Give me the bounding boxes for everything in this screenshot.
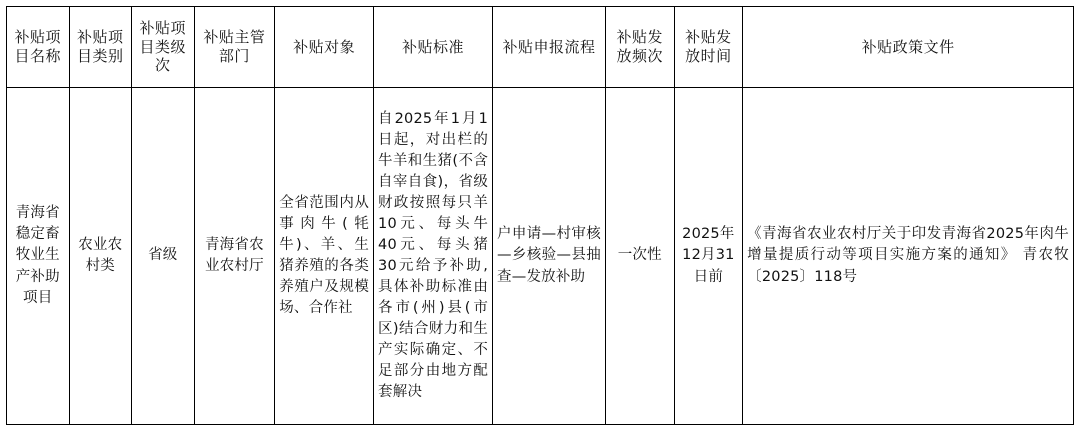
column-header-standard: 补贴标准 [374, 7, 493, 88]
column-header-time: 补贴发放时间 [674, 7, 743, 88]
cell-project-name: 青海省稳定畜牧业生产补助项目 [7, 88, 70, 425]
column-header-object: 补贴对象 [275, 7, 374, 88]
table-row [7, 88, 1074, 425]
table-body [7, 88, 1074, 425]
cell-subsidy-standard: 自2025年1月1日起，对出栏的牛羊和生猪(不含自宰自食)，省级财政按照每只羊10元、每头牛40元、每头猪30元给予补助,具体补助标准由各市(州)县(市区)结合财力和生产实际确定、不足部分由地方配套解决 [374, 88, 493, 425]
header-row [7, 7, 1074, 88]
cell-subsidy-object: 全省范围内从事肉牛(牦牛)、羊、生猪养殖的各类养殖户及规模场、合作社 [275, 88, 374, 425]
table-header [7, 7, 1074, 88]
column-header-department: 补贴主管部门 [194, 7, 275, 88]
cell-project-type: 农业农村类 [69, 88, 132, 425]
subsidy-table [6, 6, 1074, 425]
cell-policy-document: 《青海省农业农村厅关于印发青海省2025年肉牛增量提质行动等项目实施方案的通知》 青农牧〔2025〕118号 [743, 88, 1074, 425]
cell-payment-frequency: 一次性 [605, 88, 674, 425]
column-header-type: 补贴项目类别 [69, 7, 132, 88]
column-header-name: 补贴项目名称 [7, 7, 70, 88]
cell-department: 青海省农业农村厅 [194, 88, 275, 425]
column-header-level: 补贴项目类级次 [132, 7, 195, 88]
cell-project-level: 省级 [132, 88, 195, 425]
column-header-frequency: 补贴发放频次 [605, 7, 674, 88]
cell-payment-time: 2025年12月31日前 [674, 88, 743, 425]
cell-application-process: 户申请—村审核—乡核验—县抽查—发放补助 [493, 88, 606, 425]
column-header-policy: 补贴政策文件 [743, 7, 1074, 88]
column-header-process: 补贴申报流程 [493, 7, 606, 88]
